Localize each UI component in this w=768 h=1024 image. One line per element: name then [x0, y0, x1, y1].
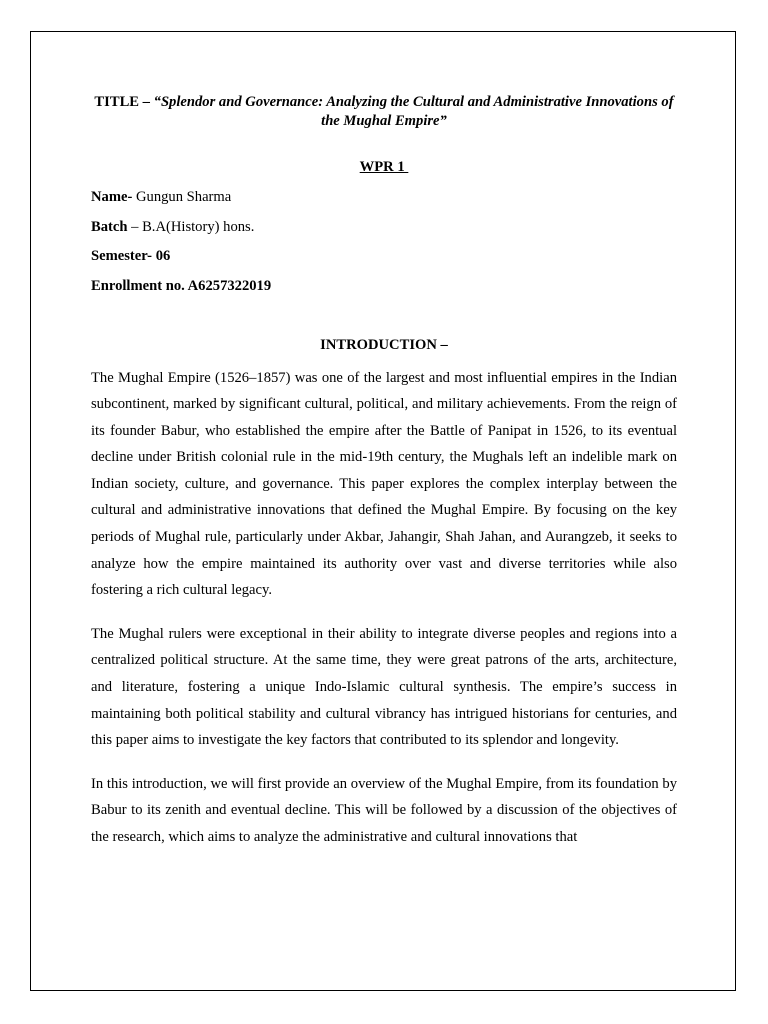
batch-label: Batch: [91, 218, 128, 235]
batch-field: [91, 218, 677, 237]
paragraph: The Mughal Empire (1526–1857) was one of the largest and most influential empires in the Indian subcontinent, marked by significant cultural, political, and military achievements. From the reign of its founder Babur, who established the empire after the Battle of Panipat in 1526, to its eventual decline under British colonial rule in the mid-19th century, the Mughals left an indelible mark on Indian society, culture, and governance. This paper explores the complex interplay between the cultural and administrative innovations that defined the Mughal Empire. By focusing on the key periods of Mughal rule, particularly under Akbar, Jahangir, Shah Jahan, and Aurangzeb, it seeks to analyze how the empire maintained its authority over vast and diverse territories while also fostering a rich cultural legacy.: [91, 369, 677, 599]
enrollment-text: Enrollment no. A6257322019: [91, 277, 272, 294]
semester-text: Semester- 06: [91, 248, 171, 264]
document-body: [91, 93, 677, 851]
title-text: “Splendor and Governance: Analyzing the Cultural and Administrative Innovations of the Mughal Empire”: [153, 94, 674, 129]
enrollment-field: [91, 277, 677, 296]
wpr-heading: WPR 1: [359, 159, 409, 175]
batch-value: – B.A(History) hons.: [127, 218, 255, 235]
paragraph: In this introduction, we will first provide an overview of the Mughal Empire, from its foundation by Babur to its zenith and eventual decline. This will be followed by a discussion of the objectives of the research, which aims to analyze the administrative and cultural innovations that: [91, 775, 677, 845]
title-label: TITLE –: [94, 94, 154, 110]
name-value: Gungun Sharma: [132, 189, 232, 205]
section-heading-introduction: INTRODUCTION –: [320, 336, 448, 353]
name-label: Name-: [91, 189, 133, 205]
semester-field: [91, 247, 677, 266]
name-field: [91, 188, 677, 207]
document-title: [91, 93, 677, 131]
paragraph: The Mughal rulers were exceptional in their ability to integrate diverse peoples and regions into a centralized political structure. At the same time, they were great patrons of the arts, architecture, and literature, fostering a unique Indo-Islamic cultural synthesis. The empire’s success in maintaining both political stability and cultural vibrancy has intrigued historians for centuries, and this paper aims to investigate the key factors that contributed to its splendor and longevity.: [91, 625, 677, 749]
